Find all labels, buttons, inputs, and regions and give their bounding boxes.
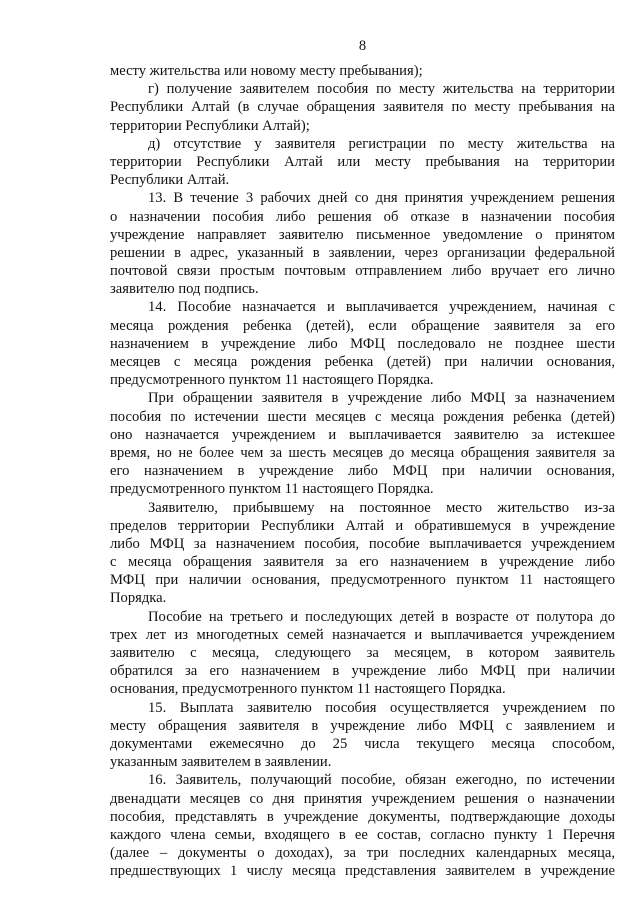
text-line: указанным заявителем в заявлении. xyxy=(110,754,332,771)
text-line: о назначении пособия либо решения об отказе в назначении пособия xyxy=(110,208,615,225)
text-line: 13. В течение 3 рабочих дней со дня принятия учреждением решения xyxy=(148,190,615,207)
text-line: территории Республики Алтай); xyxy=(110,117,310,134)
text-line: 15. Выплата заявителю пособия осуществляется учреждением по xyxy=(148,699,615,716)
text-line: 14. Пособие назначается и выплачивается учреждением, начиная с xyxy=(148,299,615,316)
text-line: Республики Алтай (в случае обращения заявителя по месту пребывания на xyxy=(110,99,615,116)
text-line: Пособие на третьего и последующих детей в возрасте от полутора до xyxy=(148,608,615,625)
text-line: г) получение заявителем пособия по месту жительства на территории xyxy=(148,81,615,98)
text-line: либо МФЦ за назначением пособия, пособие выплачивается учреждением xyxy=(110,535,615,552)
text-line: Республики Алтай. xyxy=(110,172,230,189)
text-line: каждого члена семьи, входящего в ее состав, согласно пункту 1 Перечня xyxy=(110,826,615,843)
text-line: заявителю под подпись. xyxy=(110,281,259,298)
text-line: МФЦ при наличии основания, предусмотренного пунктом 11 настоящего xyxy=(110,572,615,589)
text-line: с месяца обращения заявителя за его назначением в учреждение либо xyxy=(110,554,615,571)
text-line: (далее – документы о доходах), за три последних календарных месяца, xyxy=(110,845,615,862)
text-line: При обращении заявителя в учреждение либо МФЦ за назначением xyxy=(148,390,615,407)
text-line: решении в адрес, указанный в заявлении, через организации федеральной xyxy=(110,244,615,261)
text-line: месту обращения заявителя в учреждение либо МФЦ с заявлением и xyxy=(110,717,615,734)
text-line: документами ежемесячно до 25 числа текущего месяца способом, xyxy=(110,735,615,752)
text-line: время, но не более чем за шесть месяцев до месяца обращения заявителя за xyxy=(110,444,615,461)
text-line: 16. Заявитель, получающий пособие, обязан ежегодно, по истечении xyxy=(148,772,615,789)
text-line: месяцев с месяца рождения ребенка (детей) при наличии основания, xyxy=(110,354,615,370)
text-line: предшествующих 1 числу месяца представления заявителем в учреждение xyxy=(110,863,615,880)
text-line: месяца рождения ребенка (детей), если обращение заявителя за его xyxy=(110,317,615,334)
text-line: территории Республики Алтай или месту пребывания на территории xyxy=(110,153,615,170)
text-line: трех лет из многодетных семей назначается и выплачивается учреждением xyxy=(110,626,615,643)
text-line: Заявителю, прибывшему на постоянное место жительство из-за xyxy=(148,499,615,516)
text-line: д) отсутствие у заявителя регистрации по месту жительства на xyxy=(148,135,615,152)
text-line: Порядка. xyxy=(110,590,167,607)
text-line: месту жительства или новому месту пребывания); xyxy=(110,63,423,79)
text-line: предусмотренного пунктом 11 настоящего Порядка. xyxy=(110,372,434,389)
document-body xyxy=(110,62,615,880)
text-line: обратился за его назначением в учреждение либо МФЦ при наличии xyxy=(110,663,615,680)
text-line: пособия по истечении шести месяцев с месяца рождения ребенка (детей) xyxy=(110,408,615,425)
text-line: его назначением в учреждение либо МФЦ при наличии основания, xyxy=(110,463,615,480)
text-line: учреждение направляет заявителю письменное уведомление о принятом xyxy=(110,226,615,243)
text-line: назначением в учреждение либо МФЦ последовало не позднее шести xyxy=(110,335,615,352)
text-line: почтовой связи простым почтовым отправлением либо вручает его лично xyxy=(110,263,615,280)
text-line: оно назначается учреждением и выплачивается заявителю за истекшее xyxy=(110,426,615,443)
text-line: предусмотренного пунктом 11 настоящего Порядка. xyxy=(110,481,434,498)
text-line: заявителю с месяца, следующего за месяцем, в котором заявитель xyxy=(110,645,615,661)
text-line: пределов территории Республики Алтай и обратившемуся в учреждение xyxy=(110,517,615,534)
page-number: 8 xyxy=(358,38,367,54)
text-line: основания, предусмотренного пунктом 11 настоящего Порядка. xyxy=(110,681,506,698)
text-line: пособия, представлять в учреждение документы, подтверждающие доходы xyxy=(110,808,615,825)
text-line: двенадцати месяцев со дня принятия учреждением решения о назначении xyxy=(110,790,615,807)
